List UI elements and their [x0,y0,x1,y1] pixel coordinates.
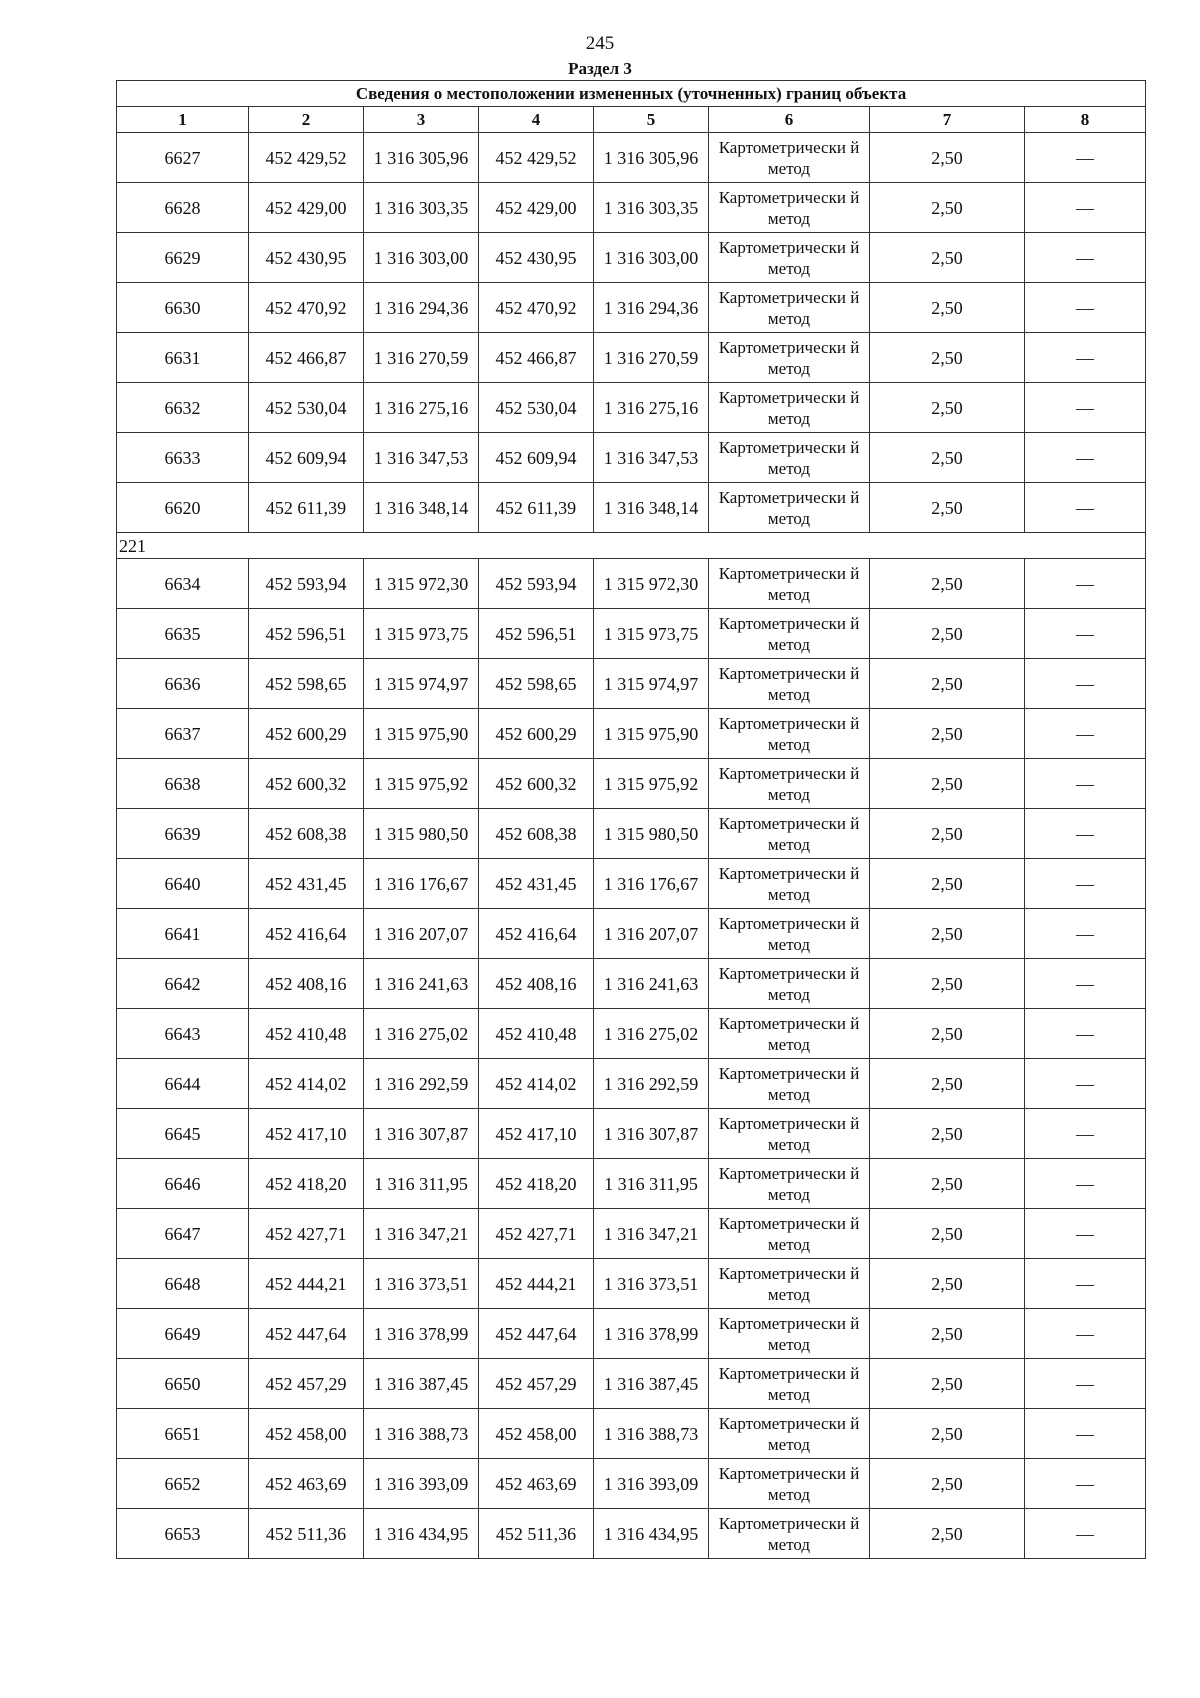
coordinates-table [116,80,1146,1559]
table-row [117,233,1146,283]
description-cell: — [1025,333,1146,383]
point-number-cell: 6642 [117,959,249,1009]
description-cell: — [1025,659,1146,709]
description-cell: — [1025,1109,1146,1159]
point-number-cell: 6633 [117,433,249,483]
description-cell: — [1025,383,1146,433]
point-number-cell: 6630 [117,283,249,333]
x-new-cell: 452 427,71 [479,1209,594,1259]
point-number-cell: 6646 [117,1159,249,1209]
x-new-cell: 452 444,21 [479,1259,594,1309]
point-number-cell: 6637 [117,709,249,759]
x-existing-cell: 452 608,38 [249,809,364,859]
y-new-cell: 1 316 292,59 [594,1059,709,1109]
y-new-cell: 1 315 980,50 [594,809,709,859]
table-row [117,1009,1146,1059]
point-number-cell: 6634 [117,559,249,609]
table-row [117,1109,1146,1159]
accuracy-cell: 2,50 [870,483,1025,533]
y-existing-cell: 1 316 393,09 [364,1459,479,1509]
table-caption: Сведения о местоположении измененных (уточненных) границ объекта [117,81,1146,107]
column-number: 7 [870,107,1025,133]
x-existing-cell: 452 427,71 [249,1209,364,1259]
x-existing-cell: 452 458,00 [249,1409,364,1459]
description-cell: — [1025,1509,1146,1559]
y-new-cell: 1 316 303,35 [594,183,709,233]
table-caption-row [117,81,1146,107]
y-existing-cell: 1 316 270,59 [364,333,479,383]
x-new-cell: 452 600,29 [479,709,594,759]
y-existing-cell: 1 316 434,95 [364,1509,479,1559]
point-number-cell: 6629 [117,233,249,283]
description-cell: — [1025,1059,1146,1109]
point-number-cell: 6649 [117,1309,249,1359]
accuracy-cell: 2,50 [870,1109,1025,1159]
table-body [117,133,1146,1559]
column-number: 6 [709,107,870,133]
y-new-cell: 1 316 387,45 [594,1359,709,1409]
accuracy-cell: 2,50 [870,383,1025,433]
x-existing-cell: 452 416,64 [249,909,364,959]
column-number: 8 [1025,107,1146,133]
description-cell: — [1025,1259,1146,1309]
y-existing-cell: 1 316 347,21 [364,1209,479,1259]
accuracy-cell: 2,50 [870,809,1025,859]
column-number: 4 [479,107,594,133]
method-cell: Картометрически й метод [709,1309,870,1359]
x-new-cell: 452 458,00 [479,1409,594,1459]
x-existing-cell: 452 408,16 [249,959,364,1009]
accuracy-cell: 2,50 [870,909,1025,959]
description-cell: — [1025,1209,1146,1259]
x-existing-cell: 452 431,45 [249,859,364,909]
accuracy-cell: 2,50 [870,1059,1025,1109]
accuracy-cell: 2,50 [870,959,1025,1009]
x-new-cell: 452 410,48 [479,1009,594,1059]
y-existing-cell: 1 316 305,96 [364,133,479,183]
point-number-cell: 6652 [117,1459,249,1509]
table-row [117,1409,1146,1459]
y-existing-cell: 1 315 980,50 [364,809,479,859]
x-new-cell: 452 429,00 [479,183,594,233]
y-new-cell: 1 316 348,14 [594,483,709,533]
y-new-cell: 1 316 294,36 [594,283,709,333]
table-row [117,909,1146,959]
y-existing-cell: 1 316 176,67 [364,859,479,909]
y-existing-cell: 1 316 275,16 [364,383,479,433]
y-new-cell: 1 316 270,59 [594,333,709,383]
description-cell: — [1025,283,1146,333]
y-new-cell: 1 316 307,87 [594,1109,709,1159]
x-existing-cell: 452 430,95 [249,233,364,283]
point-number-cell: 6647 [117,1209,249,1259]
table-row [117,759,1146,809]
method-cell: Картометрически й метод [709,859,870,909]
y-new-cell: 1 315 972,30 [594,559,709,609]
y-existing-cell: 1 315 972,30 [364,559,479,609]
y-new-cell: 1 316 388,73 [594,1409,709,1459]
y-new-cell: 1 316 176,67 [594,859,709,909]
point-number-cell: 6640 [117,859,249,909]
x-existing-cell: 452 470,92 [249,283,364,333]
x-existing-cell: 452 417,10 [249,1109,364,1159]
description-cell: — [1025,909,1146,959]
method-cell: Картометрически й метод [709,483,870,533]
y-existing-cell: 1 316 303,00 [364,233,479,283]
point-number-cell: 6641 [117,909,249,959]
description-cell: — [1025,1409,1146,1459]
y-existing-cell: 1 316 275,02 [364,1009,479,1059]
method-cell: Картометрически й метод [709,433,870,483]
description-cell: — [1025,859,1146,909]
description-cell: — [1025,1009,1146,1059]
x-existing-cell: 452 429,00 [249,183,364,233]
y-new-cell: 1 316 347,53 [594,433,709,483]
table-row [117,1159,1146,1209]
y-existing-cell: 1 316 387,45 [364,1359,479,1409]
description-cell: — [1025,1159,1146,1209]
table-row [117,1059,1146,1109]
method-cell: Картометрически й метод [709,759,870,809]
x-existing-cell: 452 414,02 [249,1059,364,1109]
table-row [117,559,1146,609]
description-cell: — [1025,959,1146,1009]
accuracy-cell: 2,50 [870,1409,1025,1459]
x-existing-cell: 452 600,32 [249,759,364,809]
x-new-cell: 452 600,32 [479,759,594,809]
point-number-cell: 6653 [117,1509,249,1559]
x-new-cell: 452 530,04 [479,383,594,433]
accuracy-cell: 2,50 [870,183,1025,233]
point-number-cell: 6644 [117,1059,249,1109]
contour-group-label: 221 [117,533,1146,559]
y-existing-cell: 1 316 347,53 [364,433,479,483]
x-existing-cell: 452 457,29 [249,1359,364,1409]
table-row [117,1359,1146,1409]
y-new-cell: 1 316 207,07 [594,909,709,959]
y-existing-cell: 1 316 307,87 [364,1109,479,1159]
point-number-cell: 6631 [117,333,249,383]
column-number: 5 [594,107,709,133]
y-new-cell: 1 316 347,21 [594,1209,709,1259]
description-cell: — [1025,1459,1146,1509]
table-row [117,809,1146,859]
x-existing-cell: 452 463,69 [249,1459,364,1509]
description-cell: — [1025,433,1146,483]
table-row [117,183,1146,233]
point-number-cell: 6636 [117,659,249,709]
section-title: Раздел 3 [568,59,632,78]
description-cell: — [1025,1309,1146,1359]
y-existing-cell: 1 315 973,75 [364,609,479,659]
accuracy-cell: 2,50 [870,659,1025,709]
x-existing-cell: 452 611,39 [249,483,364,533]
y-existing-cell: 1 316 388,73 [364,1409,479,1459]
column-number: 3 [364,107,479,133]
point-number-cell: 6650 [117,1359,249,1409]
table-row [117,1209,1146,1259]
point-number-cell: 6648 [117,1259,249,1309]
x-new-cell: 452 463,69 [479,1459,594,1509]
table-row [117,433,1146,483]
point-number-cell: 6639 [117,809,249,859]
y-existing-cell: 1 316 373,51 [364,1259,479,1309]
x-new-cell: 452 470,92 [479,283,594,333]
accuracy-cell: 2,50 [870,1509,1025,1559]
method-cell: Картометрически й метод [709,1259,870,1309]
method-cell: Картометрически й метод [709,333,870,383]
x-new-cell: 452 429,52 [479,133,594,183]
description-cell: — [1025,809,1146,859]
point-number-cell: 6632 [117,383,249,433]
description-cell: — [1025,483,1146,533]
x-new-cell: 452 593,94 [479,559,594,609]
y-existing-cell: 1 316 294,36 [364,283,479,333]
method-cell: Картометрически й метод [709,1009,870,1059]
method-cell: Картометрически й метод [709,1059,870,1109]
y-new-cell: 1 316 241,63 [594,959,709,1009]
accuracy-cell: 2,50 [870,333,1025,383]
table-row [117,133,1146,183]
accuracy-cell: 2,50 [870,1009,1025,1059]
description-cell: — [1025,609,1146,659]
x-existing-cell: 452 600,29 [249,709,364,759]
x-new-cell: 452 457,29 [479,1359,594,1409]
x-existing-cell: 452 593,94 [249,559,364,609]
point-number-cell: 6620 [117,483,249,533]
y-existing-cell: 1 316 303,35 [364,183,479,233]
table-row [117,383,1146,433]
y-existing-cell: 1 316 378,99 [364,1309,479,1359]
method-cell: Картометрически й метод [709,1509,870,1559]
y-existing-cell: 1 316 311,95 [364,1159,479,1209]
x-existing-cell: 452 444,21 [249,1259,364,1309]
accuracy-cell: 2,50 [870,1359,1025,1409]
y-new-cell: 1 315 975,90 [594,709,709,759]
method-cell: Картометрически й метод [709,809,870,859]
table-row [117,1259,1146,1309]
method-cell: Картометрически й метод [709,1159,870,1209]
x-new-cell: 452 608,38 [479,809,594,859]
x-new-cell: 452 417,10 [479,1109,594,1159]
accuracy-cell: 2,50 [870,233,1025,283]
x-existing-cell: 452 598,65 [249,659,364,709]
table-row [117,333,1146,383]
point-number-cell: 6645 [117,1109,249,1159]
x-existing-cell: 452 418,20 [249,1159,364,1209]
method-cell: Картометрически й метод [709,909,870,959]
page-number: 245 [585,33,615,54]
accuracy-cell: 2,50 [870,609,1025,659]
table-row [117,283,1146,333]
y-new-cell: 1 316 303,00 [594,233,709,283]
method-cell: Картометрически й метод [709,233,870,283]
method-cell: Картометрически й метод [709,659,870,709]
x-new-cell: 452 418,20 [479,1159,594,1209]
accuracy-cell: 2,50 [870,1309,1025,1359]
x-new-cell: 452 416,64 [479,909,594,959]
method-cell: Картометрически й метод [709,1209,870,1259]
y-new-cell: 1 315 975,92 [594,759,709,809]
description-cell: — [1025,133,1146,183]
method-cell: Картометрически й метод [709,559,870,609]
y-existing-cell: 1 316 207,07 [364,909,479,959]
table-row [117,659,1146,709]
description-cell: — [1025,559,1146,609]
y-existing-cell: 1 316 348,14 [364,483,479,533]
method-cell: Картометрически й метод [709,1109,870,1159]
table-head [117,81,1146,133]
y-new-cell: 1 315 974,97 [594,659,709,709]
y-new-cell: 1 315 973,75 [594,609,709,659]
y-new-cell: 1 316 373,51 [594,1259,709,1309]
x-new-cell: 452 596,51 [479,609,594,659]
x-new-cell: 452 408,16 [479,959,594,1009]
accuracy-cell: 2,50 [870,709,1025,759]
table-row [117,609,1146,659]
contour-group-row [117,533,1146,559]
method-cell: Картометрически й метод [709,1409,870,1459]
description-cell: — [1025,759,1146,809]
y-existing-cell: 1 315 974,97 [364,659,479,709]
x-existing-cell: 452 530,04 [249,383,364,433]
y-new-cell: 1 316 311,95 [594,1159,709,1209]
method-cell: Картометрически й метод [709,709,870,759]
accuracy-cell: 2,50 [870,1459,1025,1509]
y-existing-cell: 1 315 975,92 [364,759,479,809]
method-cell: Картометрически й метод [709,383,870,433]
accuracy-cell: 2,50 [870,1159,1025,1209]
method-cell: Картометрически й метод [709,283,870,333]
y-new-cell: 1 316 434,95 [594,1509,709,1559]
x-new-cell: 452 511,36 [479,1509,594,1559]
table-row [117,709,1146,759]
x-existing-cell: 452 447,64 [249,1309,364,1359]
y-new-cell: 1 316 275,02 [594,1009,709,1059]
x-existing-cell: 452 466,87 [249,333,364,383]
y-existing-cell: 1 316 241,63 [364,959,479,1009]
method-cell: Картометрически й метод [709,183,870,233]
y-new-cell: 1 316 393,09 [594,1459,709,1509]
accuracy-cell: 2,50 [870,1209,1025,1259]
x-existing-cell: 452 511,36 [249,1509,364,1559]
table-row [117,1459,1146,1509]
method-cell: Картометрически й метод [709,609,870,659]
table-row [117,1309,1146,1359]
accuracy-cell: 2,50 [870,759,1025,809]
x-new-cell: 452 466,87 [479,333,594,383]
y-existing-cell: 1 316 292,59 [364,1059,479,1109]
x-existing-cell: 452 429,52 [249,133,364,183]
point-number-cell: 6638 [117,759,249,809]
x-existing-cell: 452 609,94 [249,433,364,483]
accuracy-cell: 2,50 [870,133,1025,183]
point-number-cell: 6628 [117,183,249,233]
y-existing-cell: 1 315 975,90 [364,709,479,759]
x-existing-cell: 452 410,48 [249,1009,364,1059]
method-cell: Картометрически й метод [709,133,870,183]
x-new-cell: 452 609,94 [479,433,594,483]
x-new-cell: 452 447,64 [479,1309,594,1359]
description-cell: — [1025,709,1146,759]
x-new-cell: 452 430,95 [479,233,594,283]
x-new-cell: 452 414,02 [479,1059,594,1109]
y-new-cell: 1 316 275,16 [594,383,709,433]
x-new-cell: 452 598,65 [479,659,594,709]
method-cell: Картометрически й метод [709,1359,870,1409]
description-cell: — [1025,1359,1146,1409]
x-existing-cell: 452 596,51 [249,609,364,659]
accuracy-cell: 2,50 [870,559,1025,609]
y-new-cell: 1 316 378,99 [594,1309,709,1359]
column-number: 2 [249,107,364,133]
table-row [117,959,1146,1009]
column-number: 1 [117,107,249,133]
description-cell: — [1025,183,1146,233]
y-new-cell: 1 316 305,96 [594,133,709,183]
point-number-cell: 6635 [117,609,249,659]
column-number-row [117,107,1146,133]
accuracy-cell: 2,50 [870,433,1025,483]
method-cell: Картометрически й метод [709,959,870,1009]
point-number-cell: 6651 [117,1409,249,1459]
table-row [117,859,1146,909]
x-new-cell: 452 611,39 [479,483,594,533]
point-number-cell: 6627 [117,133,249,183]
accuracy-cell: 2,50 [870,859,1025,909]
table-row [117,1509,1146,1559]
description-cell: — [1025,233,1146,283]
accuracy-cell: 2,50 [870,1259,1025,1309]
accuracy-cell: 2,50 [870,283,1025,333]
table-row [117,483,1146,533]
point-number-cell: 6643 [117,1009,249,1059]
x-new-cell: 452 431,45 [479,859,594,909]
method-cell: Картометрически й метод [709,1459,870,1509]
